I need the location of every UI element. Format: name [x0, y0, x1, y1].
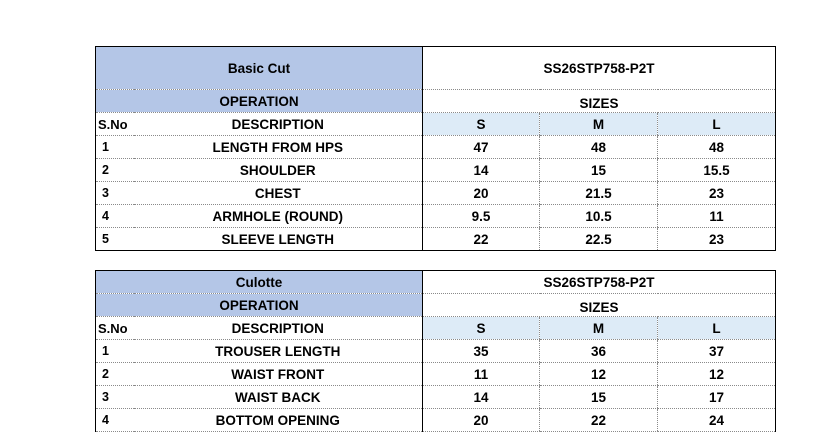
description-header: DESCRIPTION	[134, 317, 423, 340]
sizes-label: SIZES	[423, 90, 776, 113]
row-description: LENGTH FROM HPS	[134, 136, 423, 159]
row-description: CHEST	[134, 182, 423, 205]
size-m-value: 22.5	[540, 228, 658, 251]
table-row	[96, 136, 776, 159]
size-s-value: 11	[423, 363, 540, 386]
size-l-value: 15.5	[658, 159, 776, 182]
measurement-table	[95, 46, 776, 432]
table-row	[96, 409, 776, 432]
size-s-header: S	[423, 317, 540, 340]
size-m-value: 48	[540, 136, 658, 159]
style-code: SS26STP758-P2T	[423, 271, 776, 294]
size-m-value: 12	[540, 363, 658, 386]
description-header: DESCRIPTION	[134, 113, 423, 136]
size-s-value: 47	[423, 136, 540, 159]
size-l-value: 23	[658, 182, 776, 205]
row-number: 2	[96, 159, 134, 182]
size-l-value: 12	[658, 363, 776, 386]
row-number: 4	[96, 205, 134, 228]
table-row	[96, 363, 776, 386]
size-s-value: 20	[423, 409, 540, 432]
garment-title: Basic Cut	[96, 47, 423, 90]
row-number: 3	[96, 386, 134, 409]
sno-header: S.No	[96, 113, 134, 136]
size-m-value: 22	[540, 409, 658, 432]
size-l-value: 24	[658, 409, 776, 432]
table-row	[96, 386, 776, 409]
garment-title: Culotte	[96, 271, 423, 294]
row-number: 3	[96, 182, 134, 205]
row-description: SLEEVE LENGTH	[134, 228, 423, 251]
size-l-value: 23	[658, 228, 776, 251]
row-description: TROUSER LENGTH	[134, 340, 423, 363]
size-s-value: 35	[423, 340, 540, 363]
size-s-value: 20	[423, 182, 540, 205]
table-row	[96, 228, 776, 251]
row-description: WAIST FRONT	[134, 363, 423, 386]
size-s-value: 14	[423, 386, 540, 409]
size-m-header: M	[540, 113, 658, 136]
row-description: WAIST BACK	[134, 386, 423, 409]
operation-label: OPERATION	[96, 294, 423, 317]
row-description: ARMHOLE (ROUND)	[134, 205, 423, 228]
operation-row	[96, 294, 776, 317]
size-m-value: 10.5	[540, 205, 658, 228]
row-number: 4	[96, 409, 134, 432]
size-m-value: 36	[540, 340, 658, 363]
style-code: SS26STP758-P2T	[423, 47, 776, 90]
size-l-header: L	[658, 317, 776, 340]
sizes-label: SIZES	[423, 294, 776, 317]
size-m-value: 15	[540, 159, 658, 182]
row-description: SHOULDER	[134, 159, 423, 182]
row-number: 5	[96, 228, 134, 251]
table-row	[96, 159, 776, 182]
size-s-header: S	[423, 113, 540, 136]
size-s-value: 14	[423, 159, 540, 182]
operation-row	[96, 90, 776, 113]
row-number: 1	[96, 136, 134, 159]
size-l-value: 37	[658, 340, 776, 363]
operation-label: OPERATION	[96, 90, 423, 113]
size-l-value: 48	[658, 136, 776, 159]
size-l-header: L	[658, 113, 776, 136]
size-m-value: 21.5	[540, 182, 658, 205]
size-s-value: 22	[423, 228, 540, 251]
row-description: BOTTOM OPENING	[134, 409, 423, 432]
row-number: 1	[96, 340, 134, 363]
table-row	[96, 205, 776, 228]
size-l-value: 17	[658, 386, 776, 409]
size-s-value: 9.5	[423, 205, 540, 228]
sno-header: S.No	[96, 317, 134, 340]
table-title-row	[96, 47, 776, 90]
column-header-row	[96, 317, 776, 340]
size-m-value: 15	[540, 386, 658, 409]
table-title-row	[96, 271, 776, 294]
row-number: 2	[96, 363, 134, 386]
column-header-row	[96, 113, 776, 136]
table-gap	[96, 251, 776, 271]
spec-sheet	[95, 46, 775, 432]
size-l-value: 11	[658, 205, 776, 228]
table-row	[96, 340, 776, 363]
size-m-header: M	[540, 317, 658, 340]
table-row	[96, 182, 776, 205]
